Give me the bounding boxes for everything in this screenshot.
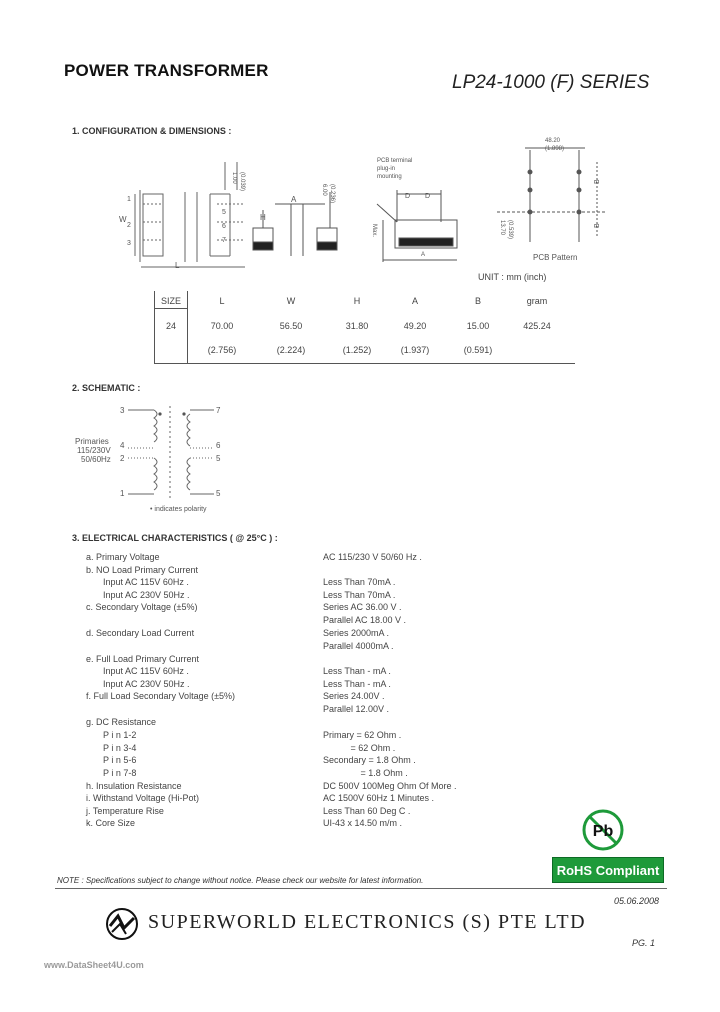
pin-label-right-5: 5 [222, 209, 226, 216]
schematic-pin-2: 2 [120, 454, 125, 463]
schematic-pin-6: 6 [216, 441, 221, 450]
table-cell-l-mm: 70.00 [210, 321, 234, 331]
dim-letter-h: H [260, 213, 266, 222]
pin-label-right-6: 6 [222, 223, 226, 230]
elec-value-14: Primary = 62 Ohm . [323, 730, 402, 740]
table-header-w: W [286, 296, 296, 306]
pin-label-left-2: 2 [127, 222, 131, 229]
primaries-label-line1: Primaries [75, 437, 109, 446]
table-cell-w-mm: 56.50 [279, 321, 303, 331]
elec-value-16: Secondary = 1.8 Ohm . [323, 755, 416, 765]
elec-label-3: Input AC 230V 50Hz . [103, 590, 190, 600]
primaries-label-line3: 50/60Hz [81, 455, 111, 464]
elec-value-11: Series 24.00V . [323, 691, 385, 701]
rohs-compliant-badge: RoHS Compliant [552, 857, 664, 883]
dim-side-inch: (0.539) [507, 220, 513, 240]
footer-divider [55, 888, 667, 889]
company-name: SUPERWORLD ELECTRONICS (S) PTE LTD [148, 911, 587, 933]
table-cell-h-inch: (1.252) [342, 345, 372, 355]
pin-label-left-1: 1 [127, 196, 131, 203]
elec-value-4: Series AC 36.00 V . [323, 602, 402, 612]
schematic-pin-1: 1 [120, 489, 125, 498]
elec-label-19: i. Withstand Voltage (Hi-Pot) [86, 793, 200, 803]
elec-value-12: Parallel 12.00V . [323, 704, 390, 714]
primaries-label-line2: 115/230V [77, 446, 111, 455]
pcb-terminal-note-3: mounting [377, 174, 402, 180]
dim-letter-l: L [175, 261, 180, 270]
elec-label-14: P i n 1-2 [103, 730, 137, 740]
front-view-drawing [135, 162, 245, 267]
dim-h-inch: (0.236) [329, 184, 335, 204]
dim-letter-w: W [119, 215, 127, 224]
max-label: Max. [371, 224, 377, 238]
elec-value-17: = 1.8 Ohm . [323, 768, 408, 778]
elec-value-15: = 62 Ohm . [323, 743, 396, 753]
series-title: LP24-1000 (F) SERIES [452, 72, 650, 93]
pcb-terminal-note-2: plug-in [377, 166, 396, 172]
table-cell-a-mm: 49.20 [403, 321, 427, 331]
elec-value-21: UI-43 x 14.50 m/m . [323, 818, 403, 828]
footer-note: NOTE : Specifications subject to change without notice. Please check our website for latest information. [57, 876, 424, 885]
table-header-h: H [353, 296, 361, 306]
dim-pin-inch: (0.039) [239, 172, 245, 192]
dim-letter-d-2: D [425, 193, 431, 200]
table-cell-l-inch: (2.756) [207, 345, 237, 355]
dimension-drawings [105, 132, 625, 292]
elec-value-7: Parallel 4000mA . [323, 641, 394, 651]
table-cell-a-inch: (1.937) [400, 345, 430, 355]
table-header-a: A [411, 296, 418, 306]
elec-label-15: P i n 3-4 [103, 743, 137, 753]
elec-label-9: Input AC 115V 60Hz . [103, 666, 189, 676]
pb-free-icon [581, 808, 625, 852]
pin-label-left-3: 3 [127, 240, 131, 247]
elec-label-6: d. Secondary Load Current [86, 628, 195, 638]
polarity-note: • indicates polarity [150, 506, 207, 513]
elec-label-4: c. Secondary Voltage (±5%) [86, 602, 198, 612]
unit-label: UNIT : mm (inch) [478, 272, 547, 282]
elec-label-21: k. Core Size [86, 818, 136, 828]
document-title: POWER TRANSFORMER [64, 61, 269, 80]
elec-value-0: AC 115/230 V 50/60 Hz . [323, 552, 422, 562]
elec-label-2: Input AC 115V 60Hz . [103, 577, 189, 587]
section-configuration-heading: 1. CONFIGURATION & DIMENSIONS : [72, 126, 232, 136]
elec-label-17: P i n 7-8 [103, 768, 137, 778]
elec-value-18: DC 500V 100Meg Ohm Of More . [323, 781, 457, 791]
elec-label-10: Input AC 230V 50Hz . [103, 679, 190, 689]
dim-letter-d-1: D [405, 193, 411, 200]
mounting-view-drawing [377, 190, 457, 262]
dimensions-table [154, 291, 575, 364]
table-cell-gram: 425.24 [523, 321, 551, 331]
pin-label-right-7: 7 [222, 237, 226, 244]
dim-letter-b-1: B [594, 179, 601, 184]
elec-label-1: b. NO Load Primary Current [86, 565, 199, 575]
dim-top-inch: (1.898) [545, 146, 565, 152]
pcb-terminal-note-1: PCB terminal [377, 158, 413, 164]
elec-label-16: P i n 5-6 [103, 755, 137, 765]
schematic-pin-7: 7 [216, 406, 221, 415]
page-number: PG. 1 [632, 938, 656, 948]
table-cell-size: 24 [165, 321, 176, 331]
table-header-l: L [219, 296, 225, 306]
pcb-pattern-label: PCB Pattern [533, 253, 578, 262]
schematic-pin-4: 4 [120, 441, 125, 450]
elec-label-0: a. Primary Voltage [86, 552, 160, 562]
dim-h-value: 6.00 [321, 184, 327, 196]
dim-pin-value: 1.00 [231, 172, 237, 184]
elec-value-10: Less Than - mA . [323, 679, 391, 689]
schematic-pin-3: 3 [120, 406, 125, 415]
watermark-url: www.DataSheet4U.com [44, 960, 144, 970]
elec-label-8: e. Full Load Primary Current [86, 654, 200, 664]
table-cell-b-mm: 15.00 [466, 321, 490, 331]
elec-value-5: Parallel AC 18.00 V . [323, 615, 407, 625]
elec-value-20: Less Than 60 Deg C . [323, 806, 411, 816]
table-cell-w-inch: (2.224) [276, 345, 306, 355]
pb-symbol: Pb [592, 823, 614, 840]
company-logo-icon [104, 906, 140, 942]
elec-label-13: g. DC Resistance [86, 717, 157, 727]
table-header-size: SIZE [160, 296, 181, 306]
table-cell-b-inch: (0.591) [463, 345, 493, 355]
elec-value-2: Less Than 70mA . [323, 577, 396, 587]
dim-letter-b-2: B [594, 223, 601, 228]
elec-label-18: h. Insulation Resistance [86, 781, 182, 791]
table-header-gram: gram [526, 296, 548, 306]
dim-letter-a-mount: A [421, 252, 426, 258]
elec-label-20: j. Temperature Rise [86, 806, 164, 816]
document-date: 05.06.2008 [614, 896, 660, 906]
section-schematic-heading: 2. SCHEMATIC : [72, 383, 141, 393]
elec-value-3: Less Than 70mA . [323, 590, 396, 600]
section-electrical-heading: 3. ELECTRICAL CHARACTERISTICS ( @ 25°C ) : [72, 533, 278, 543]
elec-value-19: AC 1500V 60Hz 1 Minutes . [323, 793, 435, 803]
dim-top-value: 48.20 [545, 138, 561, 144]
primaries-label [75, 437, 111, 464]
table-cell-h-mm: 31.80 [345, 321, 369, 331]
dim-side-value: 13.70 [499, 220, 505, 236]
dim-letter-a-side: A [291, 195, 297, 204]
elec-value-6: Series 2000mA . [323, 628, 390, 638]
elec-label-11: f. Full Load Secondary Voltage (±5%) [86, 691, 236, 701]
table-header-b: B [474, 296, 481, 306]
elec-value-9: Less Than - mA . [323, 666, 391, 676]
schematic-pin-5b: 5 [216, 489, 221, 498]
schematic-pin-5a: 5 [216, 454, 221, 463]
